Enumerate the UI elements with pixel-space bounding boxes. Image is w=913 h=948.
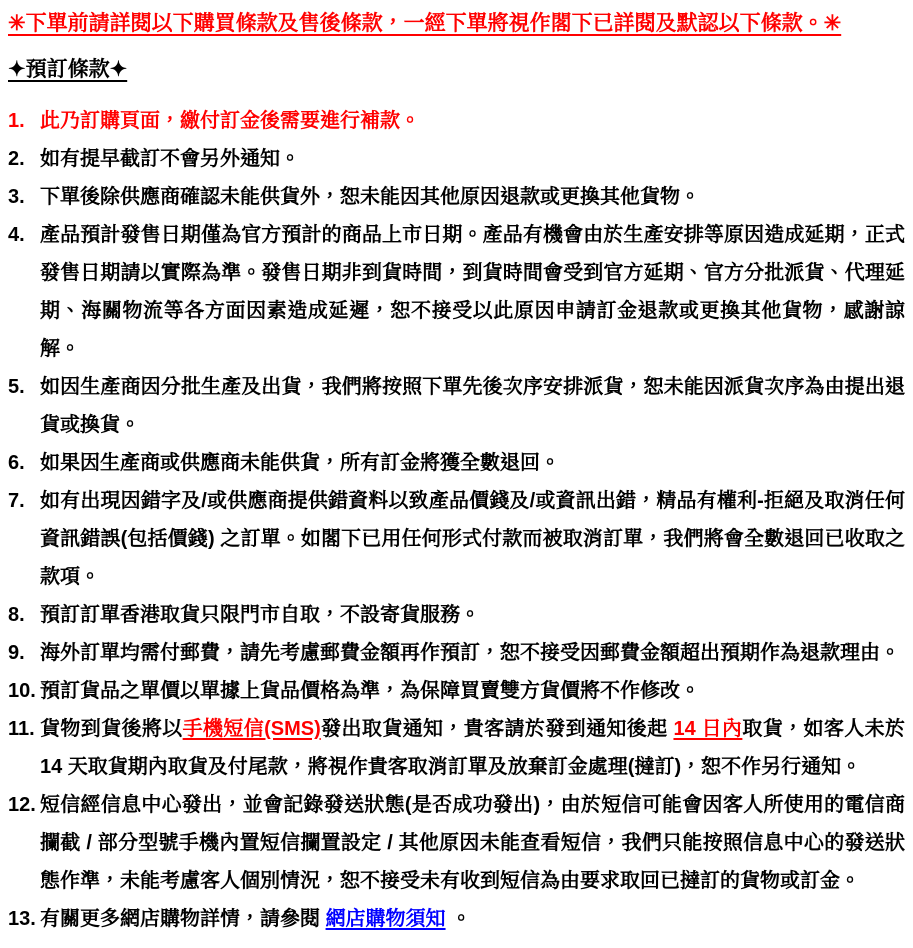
term-segment: 預訂訂單香港取貨只限門市自取，不設寄貨服務。 [40, 604, 480, 626]
term-number: 9. [8, 642, 25, 664]
term-segment: 下單後除供應商確認未能供貨外，恕未能因其他原因退款或更換其他貨物。 [40, 186, 700, 208]
term-text [40, 140, 905, 178]
term-item [8, 786, 905, 900]
term-item [8, 368, 905, 444]
term-text [40, 216, 905, 368]
purchase-notice-banner: ✳下單前請詳閱以下購買條款及售後條款，一經下單將視作閣下已詳閱及默認以下條款。✳ [8, 12, 842, 35]
term-item [8, 482, 905, 596]
term-highlight: 14 日內 [673, 718, 743, 740]
term-text [40, 634, 905, 672]
term-segment: 短信經信息中心發出，並會記錄發送狀態(是否成功發出)，由於短信可能會因客人所使用的電信商攔截 / 部分型號手機內置短信攔置設定 / 其他原因未能查看短信，我們只能按照信息中心的發送狀態作準，未能考慮客人個別情況，恕不接受未有收到短信為由要求取回已撻訂的貨物或訂金。 [40, 794, 905, 892]
term-segment: 如有提早截訂不會另外通知。 [40, 148, 300, 170]
term-text [40, 482, 905, 596]
term-segment: 如果因生產商或供應商未能供貨，所有訂金將獲全數退回。 [40, 452, 560, 474]
term-segment: 如有出現因錯字及/或供應商提供錯資料以致產品價錢及/或資訊出錯，精品有權利-拒絕及取消任何資訊錯誤(包括價錢) 之訂單。如閣下已用任何形式付款而被取消訂單，我們將會全數退回已收取之款項。 [40, 490, 905, 588]
term-segment: 有關更多網店購物詳情，請參閱 [40, 908, 326, 930]
term-segment: 取貨，如客人未於 14 天取貨期內取貨及付尾款，將視作貴客取消訂單及放棄訂金處理(撻訂)，恕不作另行通知。 [40, 718, 906, 778]
term-number: 5. [8, 376, 25, 398]
term-number: 8. [8, 604, 25, 626]
term-number: 3. [8, 186, 25, 208]
term-text [40, 444, 905, 482]
term-item [8, 596, 905, 634]
shop-guide-link[interactable]: 網店購物須知 [325, 908, 446, 930]
term-item [8, 102, 905, 140]
term-text [40, 786, 905, 900]
terms-list [8, 102, 905, 938]
term-text [40, 102, 905, 140]
term-number: 6. [8, 452, 25, 474]
preorder-terms-heading-text: ✦預訂條款✦ [8, 58, 128, 81]
term-text [40, 710, 905, 786]
term-text [40, 178, 905, 216]
term-item [8, 444, 905, 482]
term-text [40, 596, 905, 634]
term-number: 7. [8, 490, 25, 512]
term-number: 11. [8, 718, 35, 740]
term-text [40, 900, 905, 938]
term-segment: 產品預計發售日期僅為官方預計的商品上市日期。產品有機會由於生產安排等原因造成延期，正式發售日期請以實際為準。發售日期非到貨時間，到貨時間會受到官方延期、官方分批派貨、代理延期、海關物流等各方面因素造成延遲，恕不接受以此原因申請訂金退款或更換其他貨物，感謝諒解。 [40, 224, 905, 360]
term-segment: 發出取貨通知，貴客請於發到通知後起 [320, 718, 674, 740]
term-item [8, 140, 905, 178]
term-segment: 貨物到貨後將以 [40, 718, 183, 740]
term-item [8, 216, 905, 368]
term-number: 13. [8, 908, 36, 930]
term-segment: 預訂貨品之單價以單據上貨品價格為準，為保障買賣雙方貨價將不作修改。 [40, 680, 700, 702]
term-segment: 如因生產商因分批生產及出貨，我們將按照下單先後次序安排派貨，恕未能因派貨次序為由提出退貨或換貨。 [40, 376, 905, 436]
term-number: 2. [8, 148, 25, 170]
preorder-terms-heading [8, 54, 905, 86]
term-text [40, 368, 905, 444]
term-item [8, 710, 905, 786]
term-item [8, 900, 905, 938]
term-segment: 此乃訂購頁面，繳付訂金後需要進行補款。 [40, 110, 420, 132]
term-item [8, 634, 905, 672]
term-number: 10. [8, 680, 36, 702]
term-segment: 海外訂單均需付郵費，請先考慮郵費金額再作預訂，恕不接受因郵費金額超出預期作為退款理由。 [40, 642, 900, 664]
term-number: 12. [8, 794, 36, 816]
term-text [40, 672, 905, 710]
term-number: 1. [8, 110, 25, 132]
term-item [8, 178, 905, 216]
term-highlight: 手機短信(SMS) [182, 718, 321, 740]
term-item [8, 672, 905, 710]
term-segment: 。 [445, 908, 472, 930]
term-number: 4. [8, 224, 25, 246]
